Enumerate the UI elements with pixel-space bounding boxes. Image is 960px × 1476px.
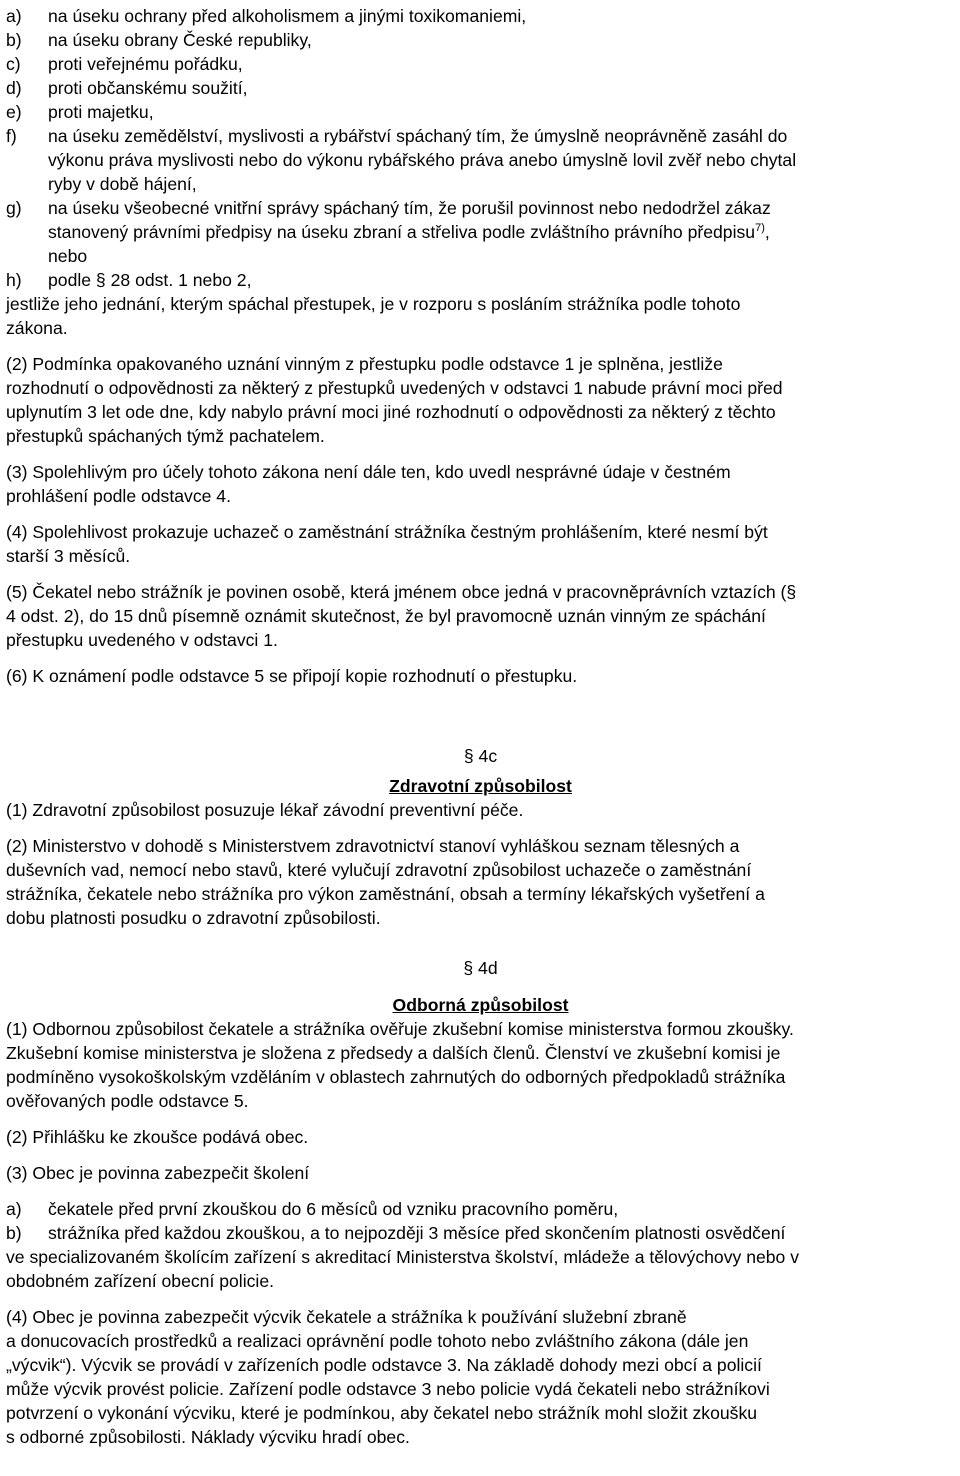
list-item — [6, 100, 955, 124]
list-label: h) — [6, 270, 22, 290]
paragraph-line: ověřovaných podle odstavce 5. — [6, 1091, 249, 1111]
list-item — [6, 76, 955, 100]
paragraph-line: uplynutím 3 let ode dne, kdy nabylo právní moci jiné rozhodnutí o odpovědnosti za některý z těchto — [6, 402, 776, 422]
list-label: g) — [6, 198, 22, 218]
paragraph-line: (4) Spolehlivost prokazuje uchazeč o zaměstnání strážníka čestným prohlášením, které nesmí být — [6, 522, 768, 542]
list-item — [6, 1197, 955, 1221]
list-label: a) — [6, 6, 22, 26]
section-paragraph — [6, 834, 955, 930]
paragraph-line: (6) K oznámení podle odstavce 5 se připojí kopie rozhodnutí o přestupku. — [6, 666, 578, 686]
list-text-continued: ryby v době hájení, — [48, 174, 197, 194]
list-item — [6, 28, 955, 52]
section-number: § 4c — [463, 746, 498, 766]
paragraph-line: (2) Ministerstvo v dohodě s Ministerstvem zdravotnictví stanoví vyhláškou seznam tělesných a — [6, 836, 740, 856]
section-heading: Odborná způsobilost — [392, 995, 569, 1015]
paragraph-line: zákona. — [6, 318, 68, 338]
paragraph-line: (4) Obec je povinna zabezpečit výcvik čekatele a strážníka k používání služební zbraně — [6, 1307, 687, 1327]
paragraph-line: přestupku uvedeného v odstavci 1. — [6, 630, 278, 650]
section-paragraph — [6, 1017, 955, 1113]
list-label: b) — [6, 1223, 22, 1243]
paragraph-line: potvrzení o vykonání výcviku, které je podmínkou, aby čekatel nebo strážník mohl složit zkoušku — [6, 1403, 758, 1423]
paragraph-6 — [6, 664, 955, 688]
section-4c — [6, 744, 955, 930]
paragraph-line: prohlášení podle odstavce 4. — [6, 486, 231, 506]
list-item — [6, 52, 955, 76]
list-label: c) — [6, 54, 21, 74]
offense-list — [6, 4, 955, 292]
document-page — [6, 4, 955, 1449]
paragraph-line: jestliže jeho jednání, kterým spáchal přestupek, je v rozporu s posláním strážníka podle tohoto — [6, 294, 741, 314]
list-text: na úseku ochrany před alkoholismem a jinými toxikomaniemi, — [48, 6, 527, 26]
list-item — [6, 268, 955, 292]
paragraph-line: strážníka, čekatele nebo strážníka pro výkon zaměstnání, obsah a termíny lékařských vyšetření a — [6, 884, 765, 904]
paragraph-line: (1) Odbornou způsobilost čekatele a strážníka ověřuje zkušební komise ministerstva formou zkoušky. — [6, 1019, 794, 1039]
paragraph-line: přestupků spáchaných týmž pachatelem. — [6, 426, 325, 446]
section-heading: Zdravotní způsobilost — [389, 776, 572, 796]
list-item — [6, 1221, 955, 1245]
list-text: na úseku všeobecné vnitřní správy spáchaný tím, že porušil povinnost nebo nedodržel zákaz — [48, 198, 771, 218]
list-text-continued: nebo — [48, 246, 88, 266]
paragraph-line: Zkušební komise ministerstva je složena z předsedy a dalších členů. Členství ve zkušební komisi je — [6, 1043, 781, 1063]
paragraph-line: (1) Zdravotní způsobilost posuzuje lékař závodní preventivní péče. — [6, 800, 524, 820]
list-text: proti občanskému soužití, — [48, 78, 248, 98]
paragraph-line: starší 3 měsíců. — [6, 546, 131, 566]
section-4d — [6, 956, 955, 1449]
list-label: d) — [6, 78, 22, 98]
list-label: a) — [6, 1199, 22, 1219]
paragraph-2 — [6, 352, 955, 448]
paragraph-line: (3) Spolehlivým pro účely tohoto zákona není dále ten, kdo uvedl nesprávné údaje v čestném — [6, 462, 731, 482]
list-text: strážníka před každou zkouškou, a to nejpozději 3 měsíce před skončením platnosti osvědčení — [48, 1223, 786, 1243]
list-item — [6, 4, 955, 28]
paragraph-line: dobu platnosti posudku o zdravotní způsobilosti. — [6, 908, 381, 928]
paragraph-line: (2) Přihlášku ke zkoušce podává obec. — [6, 1127, 309, 1147]
list-text: na úseku obrany České republiky, — [48, 30, 312, 50]
list-text: na úseku zemědělství, myslivosti a rybářství spáchaný tím, že úmyslně neoprávněně zasáhl do — [48, 126, 788, 146]
list-label: e) — [6, 102, 22, 122]
list-text-continued: výkonu práva myslivosti nebo do výkonu rybářského práva anebo úmyslně lovil zvěř nebo chytal — [48, 150, 797, 170]
list-text: proti veřejnému pořádku, — [48, 54, 243, 74]
section-number: § 4d — [463, 958, 498, 978]
list-text: proti majetku, — [48, 102, 154, 122]
paragraph-5 — [6, 580, 955, 652]
footnote-ref: 7) — [755, 222, 765, 234]
list-label: b) — [6, 30, 22, 50]
paragraph-line: s odborné způsobilosti. Náklady výcviku hradí obec. — [6, 1427, 410, 1447]
paragraph-4 — [6, 520, 955, 568]
paragraph-line: (3) Obec je povinna zabezpečit školení — [6, 1163, 310, 1183]
paragraph-line: (5) Čekatel nebo strážník je povinen osobě, která jménem obce jedná v pracovněprávních vztazích (§ — [6, 582, 797, 602]
training-list — [6, 1197, 955, 1293]
paragraph-line: duševních vad, nemocí nebo stavů, které vylučují zdravotní způsobilost uchazeče o zaměstnání — [6, 860, 752, 880]
list-text: podle § 28 odst. 1 nebo 2, — [48, 270, 252, 290]
section-paragraph — [6, 1125, 955, 1149]
paragraph-line: rozhodnutí o odpovědnosti za některý z přestupků uvedených v odstavci 1 nabude právní moci před — [6, 378, 783, 398]
paragraph-line: obdobném zařízení obecní policie. — [6, 1271, 274, 1291]
paragraph-line: podmíněno vysokoškolským vzděláním v oblastech zahrnutých do odborných předpokladů strážníka — [6, 1067, 786, 1087]
list-text: čekatele před první zkouškou do 6 měsíců od vzniku pracovního poměru, — [48, 1199, 619, 1219]
paragraph-line: může výcvik provést policie. Zařízení podle odstavce 3 nebo policie vydá čekateli nebo strážníkovi — [6, 1379, 770, 1399]
paragraph-line: 4 odst. 2), do 15 dnů písemně oznámit skutečnost, že byl pravomocně uznán vinným ze spáchání — [6, 606, 766, 626]
list-text-punct: , — [764, 222, 770, 242]
paragraph-3 — [6, 460, 955, 508]
section-paragraph — [6, 1161, 955, 1185]
list-item — [6, 124, 955, 196]
paragraph-line: „výcvik“). Výcvik se provádí v zařízeních podle odstavce 3. Na základě dohody mezi obcí a policií — [6, 1355, 762, 1375]
paragraph-line: ve specializovaném školícím zařízení s akreditací Ministerstva školství, mládeže a tělovýchovy nebo v — [6, 1247, 800, 1267]
paragraph-line: (2) Podmínka opakovaného uznání vinným z přestupku podle odstavce 1 je splněna, jestliže — [6, 354, 723, 374]
list-label: f) — [6, 126, 17, 146]
paragraph-line: a donucovacích prostředků a realizaci oprávnění podle tohoto nebo zvláštního zákona (dále jen — [6, 1331, 749, 1351]
section-paragraph — [6, 1305, 955, 1449]
list-item — [6, 196, 955, 268]
list-text-continued: stanovený právními předpisy na úseku zbraní a střeliva podle zvláštního právního předpisu — [48, 222, 756, 242]
closing-clause — [6, 292, 955, 340]
